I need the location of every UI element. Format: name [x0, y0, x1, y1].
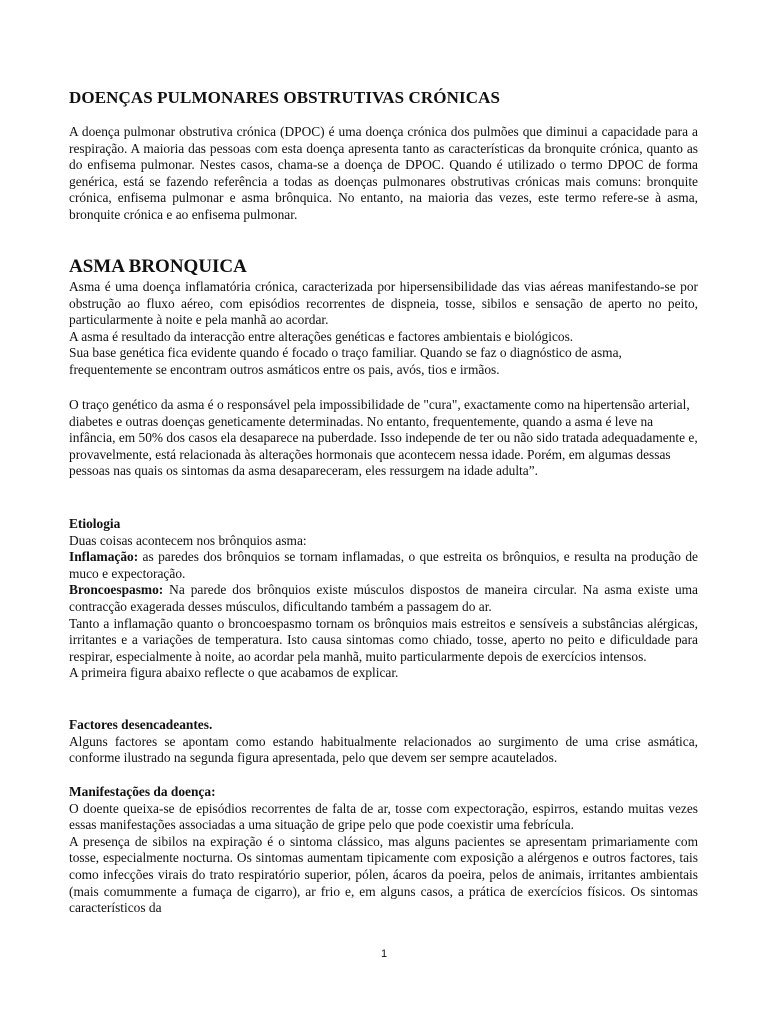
asma-paragraph-4: O traço genético da asma é o responsável pela impossibilidade de "cura", exactamente como na hipertensão arterial, diabetes e outras doenças geneticamente determinadas. No entanto, frequentemente, quando a asma é leve na infância, em 50% dos casos ela desaparece na puberdade. Isso independe de ter ou não sido tratada adequadamente e, provavelmente, está relacionada às alterações hormonais que acontecem nessa idade. Porém, em algumas dessas pessoas nas quais os sintomas da asma desapareceram, eles ressurgem na idade adulta”. — [69, 397, 698, 479]
asma-section — [69, 279, 698, 379]
etiologia-paragraph-3: Tanto a inflamação quanto o broncoespasmo tornam os brônquios mais estreitos e sensíveis a substâncias alérgicas, irritantes e a variações de temperatura. Isto causa sintomas como chiado, tosse, aperto no peito e dificuldade para respirar, especialmente à noite, ao acordar pela manhã, muito particularmente depois de exercícios intensos. — [69, 615, 698, 664]
broncoespasmo-text: Na parede dos brônquios existe músculos dispostos de maneira circular. Na asma existe uma contracção exagerada desses músculos, dificultando também a passagem do ar. — [69, 582, 698, 614]
asma-heading: ASMA BRONQUICA — [69, 256, 247, 277]
intro-paragraph: A doença pulmonar obstrutiva crónica (DPOC) é uma doença crónica dos pulmões que diminui a capacidade para a respiração. A maioria das pessoas com esta doença apresenta tanto as características da bronquite crónica, quanto as do enfisema pulmonar. Nestes casos, chama-se a doença de DPOC. Quando é utilizado o termo DPOC de forma genérica, está se fazendo referência a todas as doenças pulmonares obstrutivas crónicas mais comuns: bronquite crónica, enfisema pulmonar e asma brônquica. No entanto, na maioria das vezes, este termo refere-se à asma, bronquite crónica e ao enfisema pulmonar. — [69, 124, 698, 222]
inflamacao-text: as paredes dos brônquios se tornam inflamadas, o que estreita os brônquios, e resulta na produção de muco e expectoração. — [69, 549, 698, 581]
factores-paragraph: Alguns factores se apontam como estando habitualmente relacionados ao surgimento de uma crise asmática, conforme ilustrado na segunda figura apresentada, pelo que devem ser sempre acautelados. — [69, 733, 698, 766]
manifestacoes-paragraph-1: O doente queixa-se de episódios recorrentes de falta de ar, tosse com expectoração, espirros, estando muitas vezes essas manifestações associadas a uma situação de gripe pelo que pode coexistir uma febrícula. — [69, 800, 698, 833]
manifestacoes-paragraph-2: A presença de sibilos na expiração é o sintoma clássico, mas alguns pacientes se apresentam primariamente com tosse, especialmente nocturna. Os sintomas aumentam tipicamente com exposição a alérgenos e outros factores, tais como infecções virais do trato respiratório superior, pólen, ácaros da poeira, pelos de animais, irritantes ambientais (mais comummente a fumaça de cigarro), ar frio e, em alguns casos, a prática de exercícios físicos. Os sintomas característicos da — [69, 833, 698, 916]
etiologia-paragraph-4: A primeira figura abaixo reflecte o que acabamos de explicar. — [69, 665, 399, 681]
manifestacoes-section — [69, 784, 698, 917]
inflamacao-paragraph — [69, 549, 698, 582]
asma-paragraph-2: A asma é resultado da interacção entre alterações genéticas e factores ambientais e biológicos. — [69, 328, 574, 344]
factores-heading: Factores desencadeantes. — [69, 717, 213, 732]
asma-paragraph-3: Sua base genética fica evidente quando é focado o traço familiar. Quando se faz o diagnóstico de asma, frequentemente se encontram outros asmáticos entre os pais, avós, tios e irmãos. — [69, 345, 622, 377]
asma-paragraph-1: Asma é uma doença inflamatória crónica, caracterizada por hipersensibilidade das vias aéreas manifestando-se por obstrução ao fluxo aéreo, com episódios recorrentes de dispneia, tosse, sibilos e sensação de aperto no peito, particularmente à noite e pela manhã ao acordar. — [69, 279, 698, 328]
inflamacao-label: Inflamação: — [69, 549, 139, 565]
etiologia-intro: Duas coisas acontecem nos brônquios asma: — [69, 532, 307, 548]
manifestacoes-heading: Manifestações da doença: — [69, 784, 216, 799]
broncoespasmo-label: Broncoespasmo: — [69, 582, 164, 598]
document-title: DOENÇAS PULMONARES OBSTRUTIVAS CRÓNICAS — [69, 88, 501, 107]
factores-section — [69, 717, 698, 767]
page-number: 1 — [380, 948, 388, 960]
etiologia-section — [69, 516, 698, 682]
etiologia-heading: Etiologia — [69, 516, 121, 531]
broncoespasmo-paragraph — [69, 582, 698, 615]
